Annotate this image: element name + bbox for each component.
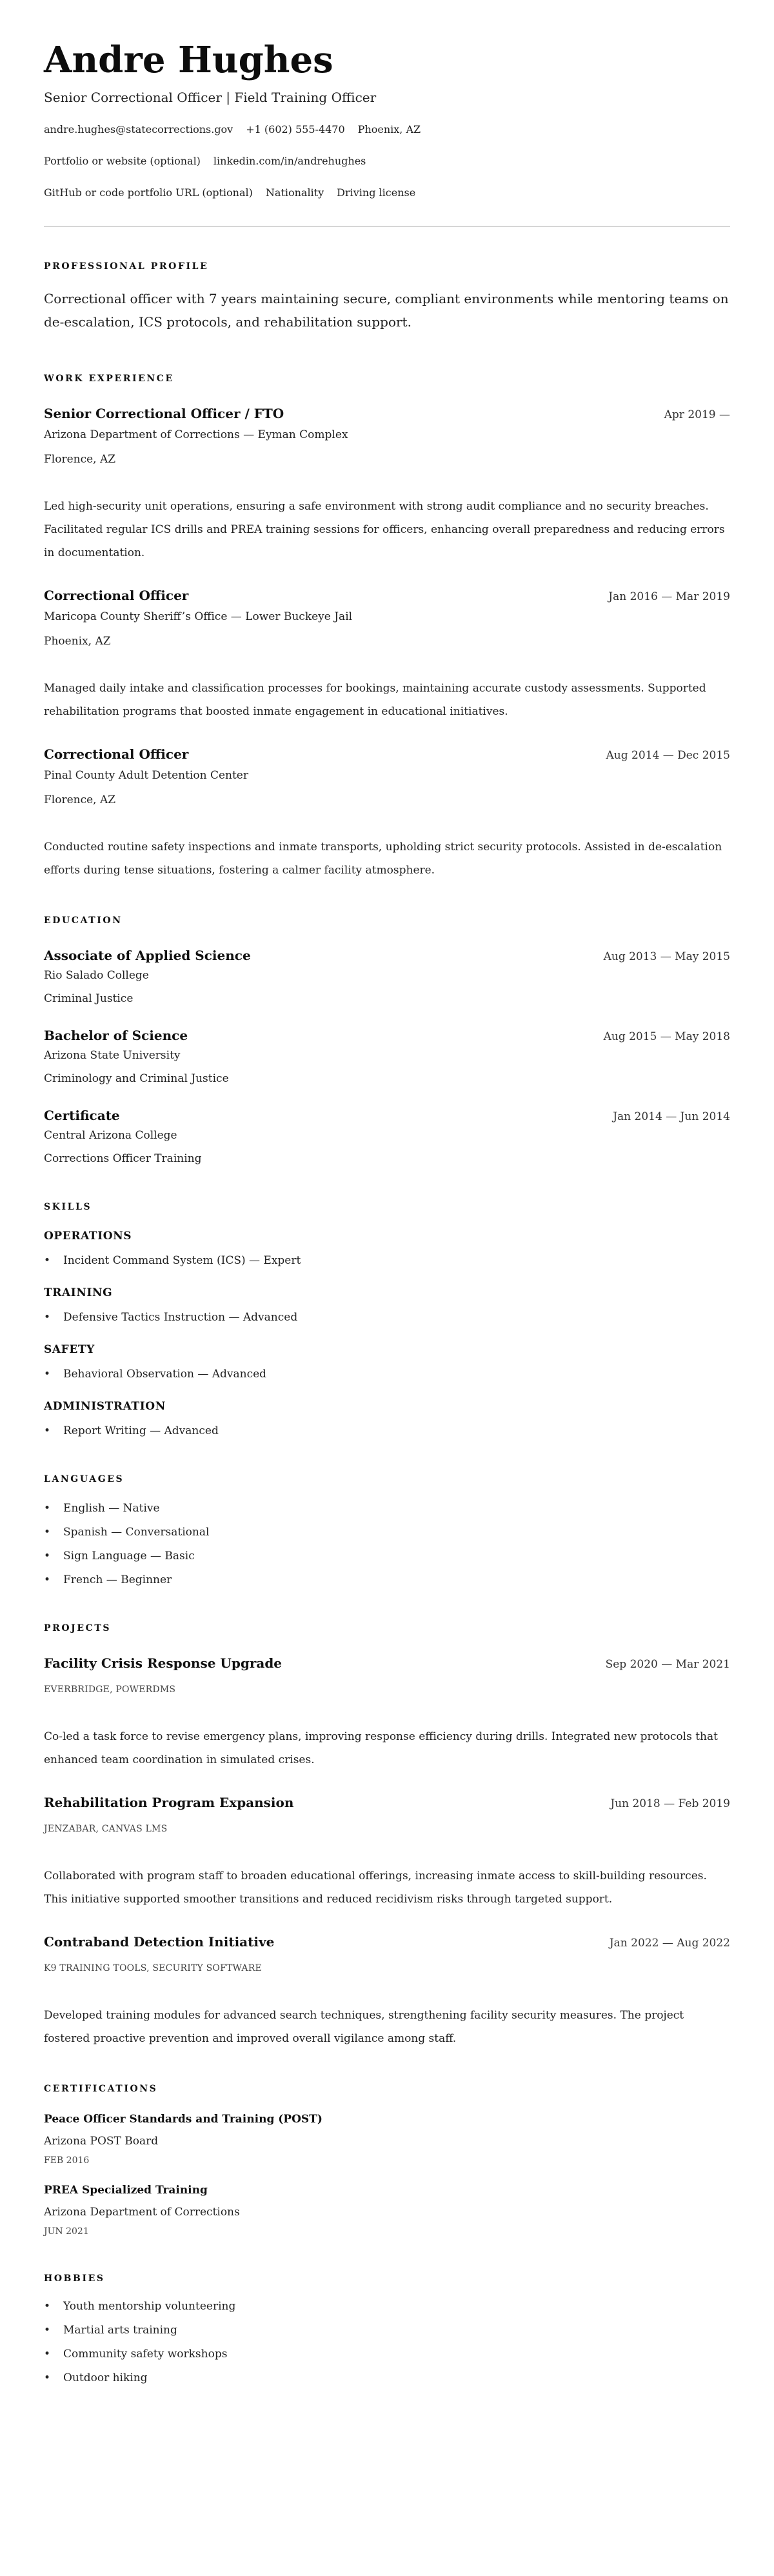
skill-list bbox=[44, 1252, 730, 1269]
project-title: Contraband Detection Initiative bbox=[44, 1934, 275, 1950]
education-dates: Aug 2015 — May 2018 bbox=[603, 1030, 730, 1043]
candidate-headline: Senior Correctional Officer | Field Training Officer bbox=[44, 90, 377, 105]
project-tech: JENZABAR, CANVAS LMS bbox=[44, 1824, 168, 1834]
job-description: Conducted routine safety inspections and inmate transports, upholding strict security protocols. Assisted in de-escalation efforts during tense situations, fostering a calmer facility atmosphere. bbox=[44, 841, 722, 877]
certification-title: Peace Officer Standards and Training (POST) bbox=[44, 2113, 322, 2126]
field-of-study: Criminal Justice bbox=[44, 992, 134, 1005]
section-work-experience bbox=[44, 372, 730, 882]
section-hobbies bbox=[44, 2272, 730, 2386]
contact-email[interactable]: andre.hughes@statecorrections.gov bbox=[44, 123, 233, 135]
degree-title: Bachelor of Science bbox=[44, 1028, 188, 1043]
section-profile bbox=[44, 260, 730, 334]
contact-row-1 bbox=[44, 122, 730, 137]
project-dates: Jan 2022 — Aug 2022 bbox=[609, 1937, 730, 1950]
contact-phone[interactable]: +1 (602) 555-4470 bbox=[246, 123, 345, 135]
hobby-item: • Outdoor hiking bbox=[44, 2370, 730, 2386]
contact-row-2 bbox=[44, 154, 730, 169]
job-description: Led high-security unit operations, ensuring a safe environment with strong audit compliance and no security breaches. Facilitated regular ICS drills and PREA training sessions for officers, enhancing overall preparedness and reducing errors in documentation. bbox=[44, 500, 725, 559]
resume-header bbox=[44, 35, 730, 201]
contact-nationality: Nationality bbox=[265, 186, 324, 199]
skill-group bbox=[44, 1228, 730, 1269]
section-title-profile: PROFESSIONAL PROFILE bbox=[44, 261, 209, 272]
skill-group-title: OPERATIONS bbox=[44, 1230, 132, 1243]
section-skills bbox=[44, 1201, 730, 1439]
hobby-item: • Youth mentorship volunteering bbox=[44, 2298, 730, 2315]
contact-portfolio[interactable]: Portfolio or website (optional) bbox=[44, 155, 201, 167]
project-entry bbox=[44, 1933, 730, 2050]
language-list bbox=[44, 1500, 730, 1588]
job-employer: Pinal County Adult Detention Center bbox=[44, 769, 248, 782]
project-dates: Sep 2020 — Mar 2021 bbox=[605, 1658, 730, 1671]
language-item: • Spanish — Conversational bbox=[44, 1524, 730, 1541]
skill-item: • Incident Command System (ICS) — Expert bbox=[44, 1252, 730, 1269]
hobby-item: • Martial arts training bbox=[44, 2322, 730, 2339]
skill-group bbox=[44, 1284, 730, 1326]
contact-github[interactable]: GitHub or code portfolio URL (optional) bbox=[44, 186, 253, 199]
job-employer: Arizona Department of Corrections — Eyman Complex bbox=[44, 428, 348, 441]
language-item: • Sign Language — Basic bbox=[44, 1548, 730, 1564]
job-title: Senior Correctional Officer / FTO bbox=[44, 406, 284, 421]
school-name: Central Arizona College bbox=[44, 1129, 177, 1142]
project-description: Co-led a task force to revise emergency plans, improving response efficiency during drills. Integrated new protocols that enhanced team coordination in simulated crises. bbox=[44, 1730, 718, 1766]
certification-entry bbox=[44, 2111, 730, 2168]
header-divider bbox=[44, 226, 730, 227]
work-entry bbox=[44, 586, 730, 723]
section-title-languages: LANGUAGES bbox=[44, 1474, 124, 1484]
education-entry bbox=[44, 1106, 730, 1167]
skill-group bbox=[44, 1341, 730, 1383]
job-title: Correctional Officer bbox=[44, 588, 189, 603]
education-dates: Aug 2013 — May 2015 bbox=[603, 950, 730, 963]
skill-item: • Report Writing — Advanced bbox=[44, 1423, 730, 1439]
language-item: • English — Native bbox=[44, 1500, 730, 1517]
job-dates: Apr 2019 — bbox=[664, 408, 730, 421]
certification-entry bbox=[44, 2182, 730, 2239]
certification-title: PREA Specialized Training bbox=[44, 2184, 208, 2197]
project-entry bbox=[44, 1793, 730, 1911]
profile-summary: Correctional officer with 7 years maintaining secure, compliant environments while mentoring teams on de-escalation, ICS protocols, and rehabilitation support. bbox=[44, 291, 729, 330]
certification-issuer: Arizona POST Board bbox=[44, 2135, 159, 2148]
candidate-name: Andre Hughes bbox=[44, 39, 333, 81]
education-dates: Jan 2014 — Jun 2014 bbox=[613, 1110, 730, 1123]
work-entry bbox=[44, 404, 730, 564]
project-description: Collaborated with program staff to broaden educational offerings, increasing inmate access to skill-building resources. This initiative supported smoother transitions and reduced recidivism risks through targeted support. bbox=[44, 1870, 707, 1906]
section-title-education: EDUCATION bbox=[44, 915, 123, 926]
contact-linkedin[interactable]: linkedin.com/in/andrehughes bbox=[213, 155, 366, 167]
hobby-list bbox=[44, 2298, 730, 2386]
skill-group-title: ADMINISTRATION bbox=[44, 1400, 166, 1413]
skill-group-title: SAFETY bbox=[44, 1343, 95, 1356]
skill-list bbox=[44, 1309, 730, 1326]
education-entry bbox=[44, 1026, 730, 1087]
section-certifications bbox=[44, 2082, 730, 2239]
section-projects bbox=[44, 1622, 730, 2050]
job-description: Managed daily intake and classification processes for bookings, maintaining accurate custody assessments. Supported rehabilitation programs that boosted inmate engagement in educational initiatives. bbox=[44, 682, 706, 718]
job-dates: Jan 2016 — Mar 2019 bbox=[608, 590, 730, 603]
section-title-certifications: CERTIFICATIONS bbox=[44, 2084, 158, 2094]
section-title-skills: SKILLS bbox=[44, 1202, 92, 1212]
skill-list bbox=[44, 1366, 730, 1383]
certification-date: FEB 2016 bbox=[44, 2155, 90, 2166]
project-description: Developed training modules for advanced search techniques, strengthening facility security measures. The project fostered proactive prevention and improved overall vigilance among staff. bbox=[44, 2009, 684, 2045]
field-of-study: Criminology and Criminal Justice bbox=[44, 1072, 229, 1085]
skill-item: • Defensive Tactics Instruction — Advanced bbox=[44, 1309, 730, 1326]
job-location: Florence, AZ bbox=[44, 794, 116, 806]
section-title-hobbies: HOBBIES bbox=[44, 2273, 105, 2284]
skill-group-title: TRAINING bbox=[44, 1286, 113, 1299]
work-entry bbox=[44, 745, 730, 882]
school-name: Arizona State University bbox=[44, 1049, 181, 1062]
contact-driving-license: Driving license bbox=[337, 186, 416, 199]
certification-date: JUN 2021 bbox=[44, 2226, 89, 2237]
job-location: Phoenix, AZ bbox=[44, 635, 111, 648]
job-employer: Maricopa County Sheriff’s Office — Lower Buckeye Jail bbox=[44, 610, 353, 623]
job-dates: Aug 2014 — Dec 2015 bbox=[606, 749, 730, 762]
project-tech: K9 TRAINING TOOLS, SECURITY SOFTWARE bbox=[44, 1963, 262, 1973]
hobby-item: • Community safety workshops bbox=[44, 2346, 730, 2362]
certification-issuer: Arizona Department of Corrections bbox=[44, 2206, 240, 2219]
education-entry bbox=[44, 946, 730, 1007]
project-title: Rehabilitation Program Expansion bbox=[44, 1795, 294, 1810]
field-of-study: Corrections Officer Training bbox=[44, 1152, 202, 1165]
job-location: Florence, AZ bbox=[44, 453, 116, 466]
language-item: • French — Beginner bbox=[44, 1572, 730, 1588]
contact-location: Phoenix, AZ bbox=[357, 123, 421, 135]
school-name: Rio Salado College bbox=[44, 969, 149, 982]
skill-list bbox=[44, 1423, 730, 1439]
skill-item: • Behavioral Observation — Advanced bbox=[44, 1366, 730, 1383]
section-title-work: WORK EXPERIENCE bbox=[44, 374, 174, 384]
contact-row-3 bbox=[44, 185, 730, 201]
project-dates: Jun 2018 — Feb 2019 bbox=[610, 1797, 730, 1810]
job-title: Correctional Officer bbox=[44, 746, 189, 762]
section-education bbox=[44, 914, 730, 1167]
degree-title: Associate of Applied Science bbox=[44, 948, 251, 963]
skill-group bbox=[44, 1398, 730, 1439]
project-tech: EVERBRIDGE, POWERDMS bbox=[44, 1684, 176, 1695]
degree-title: Certificate bbox=[44, 1108, 120, 1123]
project-title: Facility Crisis Response Upgrade bbox=[44, 1655, 283, 1671]
section-languages bbox=[44, 1473, 730, 1588]
project-entry bbox=[44, 1654, 730, 1772]
section-title-projects: PROJECTS bbox=[44, 1623, 112, 1633]
